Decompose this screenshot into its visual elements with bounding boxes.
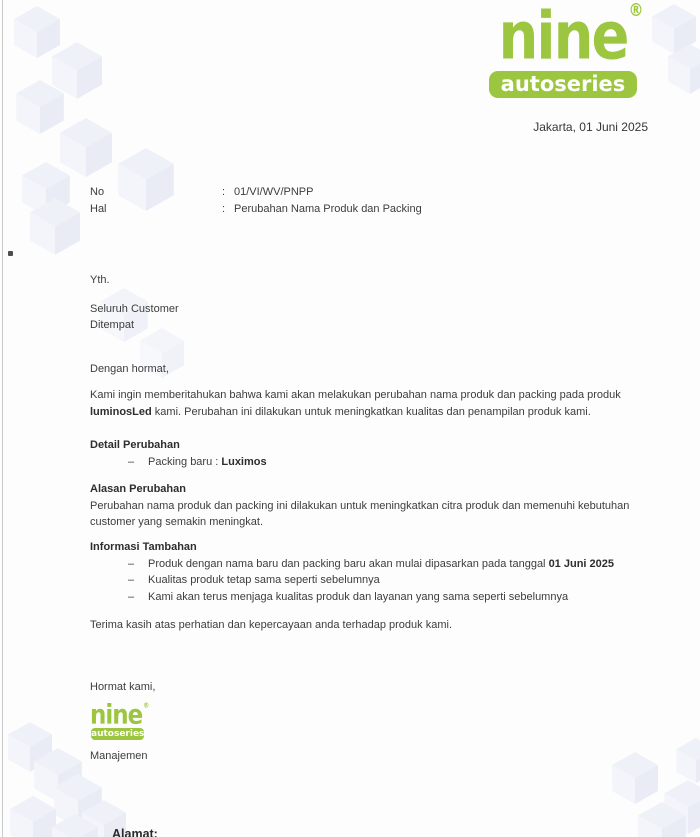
- watermark-cube-icon: [16, 80, 64, 134]
- brand-subbrand-badge-small: autoseries: [91, 729, 145, 739]
- doc-number-row: [90, 184, 422, 201]
- section-heading: Informasi Tambahan: [90, 541, 197, 553]
- doc-number-separator: :: [222, 186, 226, 198]
- list-item: [90, 589, 700, 606]
- watermark-cube-icon: [52, 814, 98, 837]
- intro-paragraph: [90, 387, 700, 420]
- brand-subbrand-badge: autoseries: [489, 71, 637, 98]
- recipient-block: [90, 302, 179, 333]
- doc-subject-row: [90, 201, 422, 218]
- watermark-cube-icon: [676, 738, 700, 783]
- recipient-line: Ditempat: [90, 318, 135, 331]
- watermark-cube-icon: [10, 796, 56, 837]
- watermark-cube-icon: [638, 802, 686, 837]
- list-item: [90, 572, 700, 589]
- signature-brand-logo: [90, 700, 150, 740]
- alasan-line: Perubahan nama produk dan packing ini dilakukan untuk meningkatkan citra produk dan memenuhi kebutuhan: [90, 499, 630, 512]
- intro-line: Kami ingin memberitahukan bahwa kami akan melakukan perubahan nama produk dan packing pada produk: [90, 389, 621, 401]
- greeting: Dengan hormat,: [90, 363, 169, 375]
- signer-name: Manajemen: [90, 750, 148, 762]
- doc-subject-value: Perubahan Nama Produk dan Packing: [234, 202, 422, 215]
- dash-marker: –: [128, 590, 135, 603]
- dash-marker: –: [128, 557, 135, 570]
- alasan-line: customer yang semakin meningkat.: [90, 516, 264, 528]
- list-item: [90, 454, 700, 471]
- product-name-new: Luximos: [221, 455, 267, 468]
- dash-marker: –: [128, 455, 135, 468]
- letter-date: Jakarta, 01 Juni 2025: [533, 120, 648, 134]
- recipient-salutation: Yth.: [90, 274, 110, 286]
- section-informasi-tambahan: [90, 539, 700, 605]
- brand-wordmark-small: nine ®: [90, 700, 150, 731]
- closing-line: Terima kasih atas perhatian dan kepercayaan anda terhadap produk kami.: [90, 619, 453, 631]
- doc-number-value: 01/VI/WV/PNPP: [234, 186, 314, 198]
- signoff: Hormat kami,: [90, 681, 156, 693]
- dash-marker: –: [128, 574, 135, 586]
- watermark-cube-icon: [612, 752, 658, 804]
- intro-line: luminosLed kami. Perubahan ini dilakukan untuk meningkatkan kualitas dan penampilan produk kami.: [90, 405, 591, 418]
- brand-wordmark: nine ®: [498, 0, 644, 75]
- brand-logo: [475, 0, 651, 98]
- footer-address-label: Alamat:: [112, 827, 158, 837]
- list-item-text: Packing baru : Luximos: [148, 455, 267, 468]
- section-detail-perubahan: [90, 437, 700, 470]
- scan-speck: [8, 251, 13, 256]
- launch-date: 01 Juni 2025: [548, 557, 614, 570]
- list-item-text: Kualitas produk tetap sama seperti sebelumnya: [148, 574, 380, 586]
- list-item: [90, 556, 700, 573]
- list-item-text: Produk dengan nama baru dan packing baru akan mulai dipasarkan pada tanggal 01 Juni 2025: [148, 557, 614, 570]
- watermark-cube-icon: [668, 44, 700, 94]
- section-alasan-perubahan: [90, 481, 700, 531]
- watermark-cube-icon: [30, 198, 80, 255]
- doc-subject-label: Hal: [90, 202, 107, 215]
- recipient-line: Seluruh Customer: [90, 303, 179, 315]
- section-heading: Alasan Perubahan: [90, 483, 186, 495]
- registered-mark: ®: [628, 0, 644, 21]
- scan-edge-line: [2, 0, 3, 837]
- doc-subject-separator: :: [222, 202, 226, 215]
- list-item-text: Kami akan terus menjaga kualitas produk dan layanan yang sama seperti sebelumnya: [148, 590, 569, 603]
- doc-meta-block: [90, 184, 422, 217]
- doc-number-label: No: [90, 186, 105, 198]
- section-heading: Detail Perubahan: [90, 439, 180, 451]
- product-name-old: luminosLed: [90, 405, 152, 418]
- registered-mark-small: ®: [143, 701, 150, 710]
